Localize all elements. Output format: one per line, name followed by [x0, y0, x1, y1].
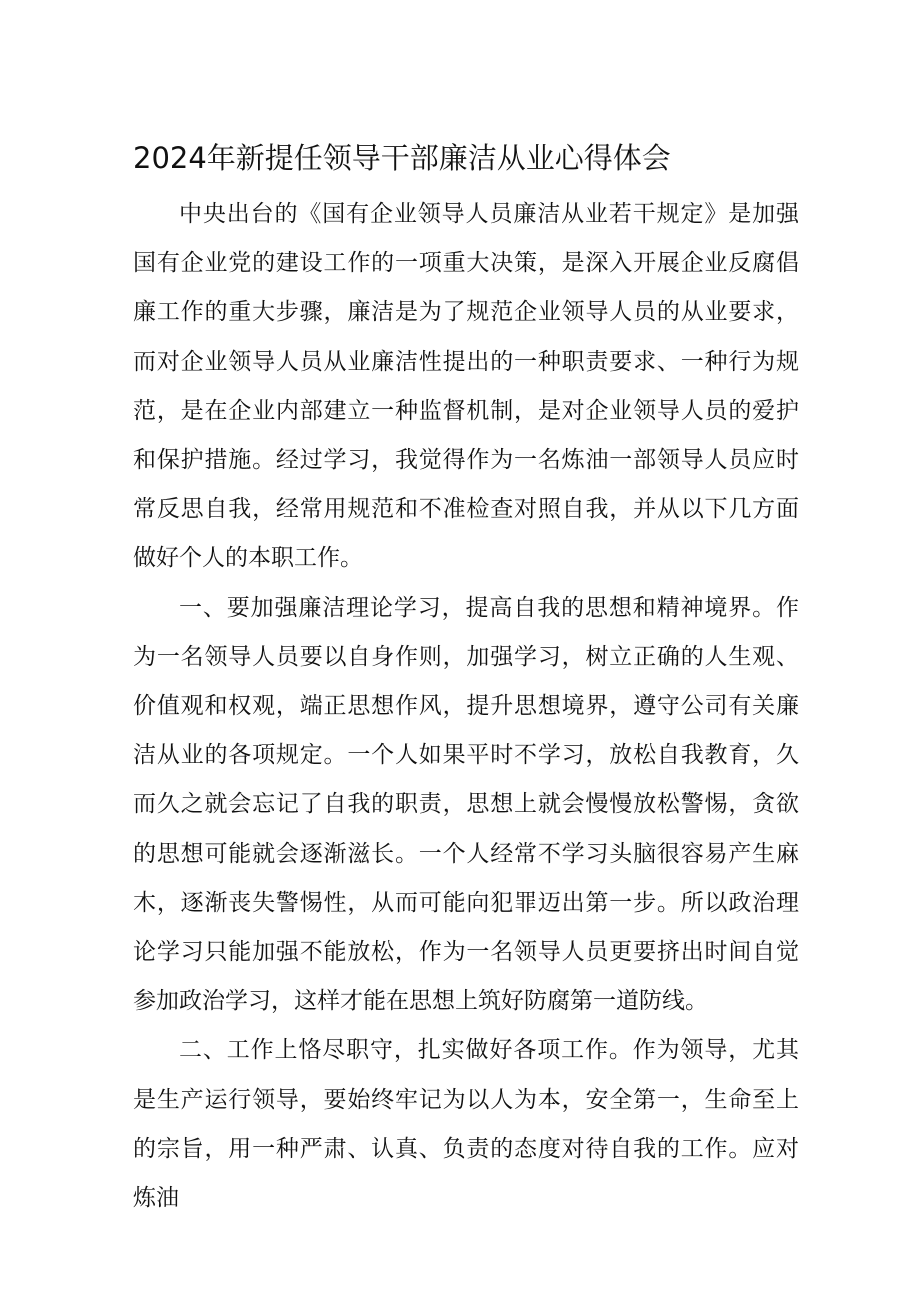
paragraph-section-two: 二、工作上恪尽职守，扎实做好各项工作。作为领导，尤其是生产运行领导，要始终牢记为以人为本，安全第一，生命至上的宗旨，用一种严肃、认真、负责的态度对待自我的工作。应对炼油 [133, 1037, 799, 1212]
paragraph-section-one: 一、要加强廉洁理论学习，提高自我的思想和精神境界。作为一名领导人员要以自身作则，加强学习，树立正确的人生观、价值观和权观，端正思想作风，提升思想境界，遵守公司有关廉洁从业的各项规定。一个人如果平时不学习，放松自我教育，久而久之就会忘记了自我的职责，思想上就会慢慢放松警惕，贪欲的思想可能就会逐渐滋长。一个人经常不学习头脑很容易产生麻木，逐渐丧失警惕性，从而可能向犯罪迈出第一步。所以政治理论学习只能加强不能放松，作为一名领导人员更要挤出时间自觉参加政治学习，这样才能在思想上筑好防腐第一道防线。 [133, 594, 799, 1015]
paragraph-intro: 中央出台的《国有企业领导人员廉洁从业若干规定》是加强国有企业党的建设工作的一项重大决策，是深入开展企业反腐倡廉工作的重大步骤，廉洁是为了规范企业领导人员的从业要求，而对企业领导人员从业廉洁性提出的一种职责要求、一种行为规范，是在企业内部建立一种监督机制，是对企业领导人员的爱护和保护措施。经过学习，我觉得作为一名炼油一部领导人员应时常反思自我，经常用规范和不准检查对照自我，并从以下几方面做好个人的本职工作。 [133, 201, 799, 572]
document-title: 2024年新提任领导干部廉洁从业心得体会 [133, 141, 671, 175]
document-body [133, 190, 799, 1223]
